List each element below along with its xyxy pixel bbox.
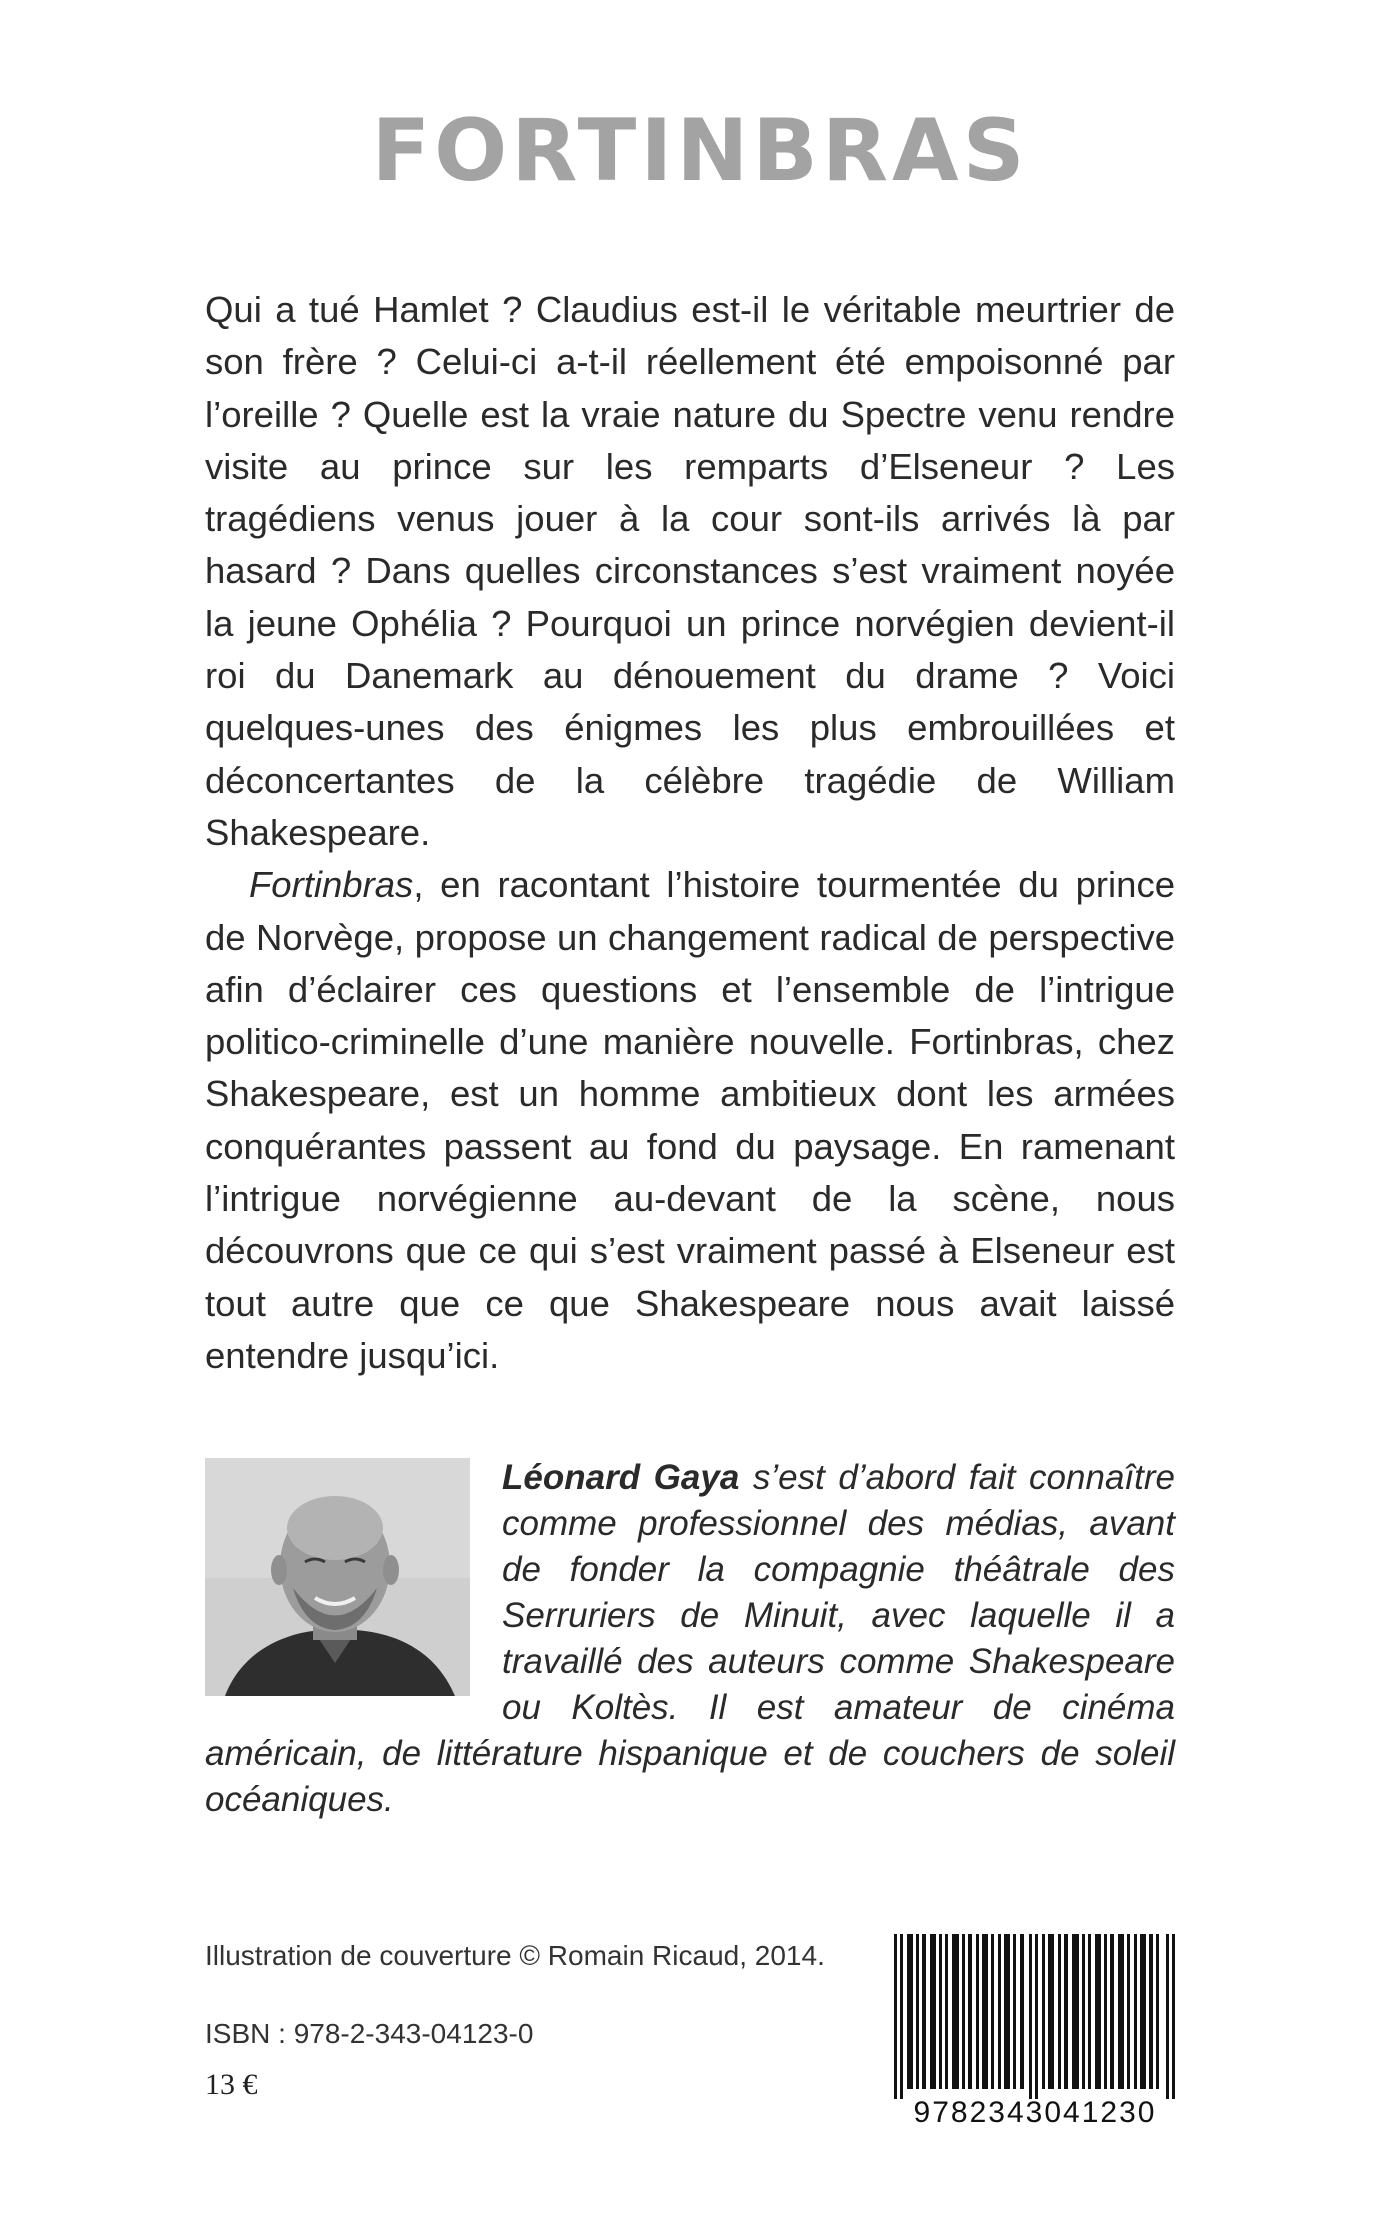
- blurb-paragraph-2: [205, 859, 1175, 1382]
- isbn: ISBN : 978-2-343-04123-0: [205, 2018, 534, 2049]
- blurb-paragraph-2-text: , en racontant l’histoire tourmentée du prince de Norvège, propose un changement radical de perspective afin d’éclairer ces questions et l’ensemble de l’intrigue politico-criminelle d’une manière nouvelle. Fortinbras, chez Shakespeare, est un homme ambitieux dont les armées conquérantes passent au fond du paysage. En ramenant l’intrigue norvégienne au-devant de la scène, nous découvrons que ce qui s’est vraiment passé à Elseneur est tout autre que ce que Shakespeare nous avait laissé entendre jusqu’ici.: [205, 864, 1175, 1376]
- barcode-bars-icon: [890, 1934, 1180, 2099]
- blurb-title-italic: Fortinbras: [249, 864, 414, 906]
- author-photo: [205, 1458, 470, 1696]
- cover-illustration-credit: Illustration de couverture © Romain Ricaud, 2014.: [205, 1940, 825, 1971]
- barcode-number: 9782343041230: [913, 2096, 1157, 2129]
- author-bio-text: s’est d’abord fait connaître comme professionnel des médias, avant de fonder la compagnie théâtrale des Serruriers de Minuit, avec laquelle il a travaillé des auteurs comme Shakespeare ou Koltès. Il est amateur de cinéma américain, de littérature hispanique et de couchers de soleil océaniques.: [205, 1458, 1175, 1819]
- back-cover-blurb: [205, 284, 1175, 1382]
- price: 13 €: [205, 2068, 258, 2101]
- book-title: FORTINBRAS: [371, 101, 1029, 201]
- author-bio: [205, 1455, 1175, 1823]
- author-name: Léonard Gaya: [502, 1458, 740, 1497]
- blurb-paragraph-1: Qui a tué Hamlet ? Claudius est-il le véritable meurtrier de son frère ? Celui-ci a-t-il réellement été empoisonné par l’oreille ? Quelle est la vraie nature du Spectre venu rendre visite au prince sur les remparts d’Elseneur ? Les tragédiens venus jouer à la cour sont-ils arrivés là par hasard ? Dans quelles circonstances s’est vraiment noyée la jeune Ophélia ? Pourquoi un prince norvégien devient-il roi du Danemark au dénouement du drame ? Voici quelques-unes des énigmes les plus embrouillées et déconcertantes de la célèbre tragédie de William Shakespeare.: [205, 289, 1175, 853]
- barcode: [890, 1934, 1180, 2134]
